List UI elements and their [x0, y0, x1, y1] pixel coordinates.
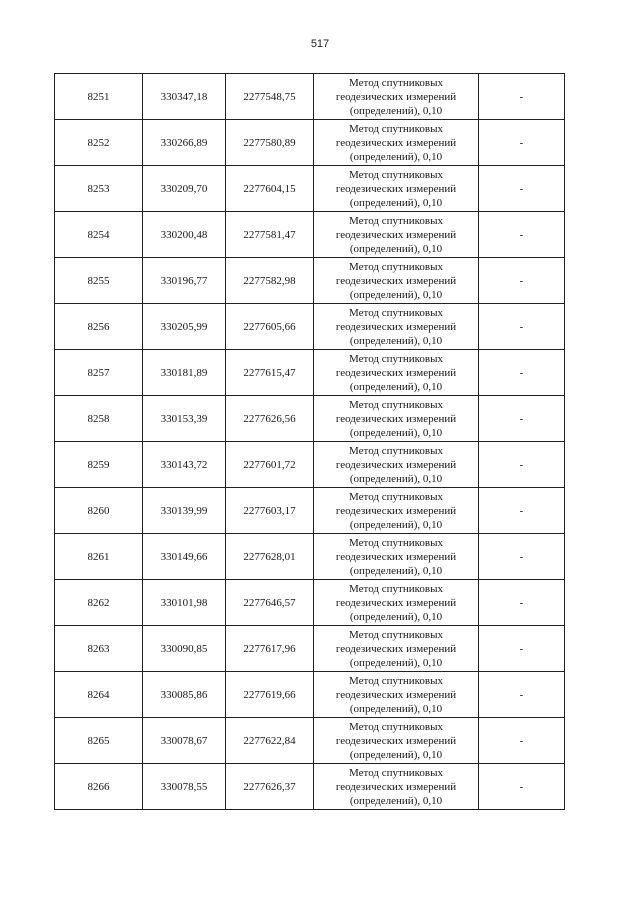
x-coordinate-cell: 330153,39 [143, 396, 226, 442]
method-line: Метод спутниковых [349, 352, 443, 365]
y-coordinate-cell: 2277581,47 [226, 212, 314, 258]
method-line: Метод спутниковых [349, 168, 443, 181]
note-cell: - [479, 580, 565, 626]
x-coordinate-cell: 330209,70 [143, 166, 226, 212]
table-row [55, 396, 565, 442]
method-cell [314, 672, 479, 718]
method-cell [314, 166, 479, 212]
method-line: (определений), 0,10 [349, 610, 443, 623]
method-line: (определений), 0,10 [349, 334, 443, 347]
x-coordinate-cell: 330078,55 [143, 764, 226, 810]
method-line: геодезических измерений [335, 136, 457, 149]
method-cell [314, 350, 479, 396]
table-row [55, 166, 565, 212]
y-coordinate-cell: 2277548,75 [226, 74, 314, 120]
y-coordinate-cell: 2277580,89 [226, 120, 314, 166]
x-coordinate-cell: 330205,99 [143, 304, 226, 350]
page-number: 517 [310, 38, 330, 50]
point-number-cell: 8258 [55, 396, 143, 442]
method-line: (определений), 0,10 [349, 656, 443, 669]
method-line: Метод спутниковых [349, 720, 443, 733]
x-coordinate-cell: 330266,89 [143, 120, 226, 166]
note-cell: - [479, 534, 565, 580]
point-number-cell: 8251 [55, 74, 143, 120]
y-coordinate-cell: 2277603,17 [226, 488, 314, 534]
note-cell: - [479, 258, 565, 304]
table-row [55, 626, 565, 672]
x-coordinate-cell: 330200,48 [143, 212, 226, 258]
method-line: (определений), 0,10 [349, 288, 443, 301]
method-line: Метод спутниковых [349, 582, 443, 595]
method-line: (определений), 0,10 [349, 380, 443, 393]
method-line: (определений), 0,10 [349, 104, 443, 117]
coordinates-table [54, 73, 565, 810]
method-cell [314, 74, 479, 120]
x-coordinate-cell: 330085,86 [143, 672, 226, 718]
y-coordinate-cell: 2277615,47 [226, 350, 314, 396]
x-coordinate-cell: 330139,99 [143, 488, 226, 534]
method-cell [314, 304, 479, 350]
y-coordinate-cell: 2277628,01 [226, 534, 314, 580]
method-cell [314, 212, 479, 258]
method-line: (определений), 0,10 [349, 426, 443, 439]
y-coordinate-cell: 2277626,56 [226, 396, 314, 442]
x-coordinate-cell: 330196,77 [143, 258, 226, 304]
point-number-cell: 8256 [55, 304, 143, 350]
method-line: Метод спутниковых [349, 674, 443, 687]
method-line: Метод спутниковых [349, 76, 443, 89]
method-line: геодезических измерений [335, 780, 457, 793]
method-line: геодезических измерений [335, 228, 457, 241]
x-coordinate-cell: 330101,98 [143, 580, 226, 626]
point-number-cell: 8252 [55, 120, 143, 166]
x-coordinate-cell: 330143,72 [143, 442, 226, 488]
method-cell [314, 580, 479, 626]
method-line: (определений), 0,10 [349, 748, 443, 761]
method-line: (определений), 0,10 [349, 702, 443, 715]
table-row [55, 74, 565, 120]
method-line: геодезических измерений [335, 596, 457, 609]
note-cell: - [479, 120, 565, 166]
method-line: геодезических измерений [335, 412, 457, 425]
table-row [55, 764, 565, 810]
y-coordinate-cell: 2277605,66 [226, 304, 314, 350]
table-row [55, 258, 565, 304]
y-coordinate-cell: 2277622,84 [226, 718, 314, 764]
x-coordinate-cell: 330149,66 [143, 534, 226, 580]
table-row [55, 580, 565, 626]
note-cell: - [479, 304, 565, 350]
x-coordinate-cell: 330090,85 [143, 626, 226, 672]
method-cell [314, 442, 479, 488]
note-cell: - [479, 672, 565, 718]
method-line: геодезических измерений [335, 458, 457, 471]
table-row [55, 488, 565, 534]
method-line: (определений), 0,10 [349, 150, 443, 163]
note-cell: - [479, 396, 565, 442]
point-number-cell: 8255 [55, 258, 143, 304]
method-line: Метод спутниковых [349, 214, 443, 227]
point-number-cell: 8253 [55, 166, 143, 212]
point-number-cell: 8260 [55, 488, 143, 534]
method-line: геодезических измерений [335, 734, 457, 747]
note-cell: - [479, 166, 565, 212]
table-row [55, 120, 565, 166]
note-cell: - [479, 488, 565, 534]
y-coordinate-cell: 2277619,66 [226, 672, 314, 718]
note-cell: - [479, 350, 565, 396]
x-coordinate-cell: 330181,89 [143, 350, 226, 396]
point-number-cell: 8257 [55, 350, 143, 396]
note-cell: - [479, 74, 565, 120]
y-coordinate-cell: 2277646,57 [226, 580, 314, 626]
method-line: геодезических измерений [335, 274, 457, 287]
note-cell: - [479, 442, 565, 488]
method-cell [314, 120, 479, 166]
method-line: (определений), 0,10 [349, 196, 443, 209]
method-line: Метод спутниковых [349, 122, 443, 135]
method-line: (определений), 0,10 [349, 564, 443, 577]
method-cell [314, 718, 479, 764]
table-row [55, 534, 565, 580]
note-cell: - [479, 212, 565, 258]
table-row [55, 304, 565, 350]
note-cell: - [479, 626, 565, 672]
point-number-cell: 8264 [55, 672, 143, 718]
method-line: геодезических измерений [335, 550, 457, 563]
method-cell [314, 258, 479, 304]
method-line: (определений), 0,10 [349, 242, 443, 255]
method-line: Метод спутниковых [349, 490, 443, 503]
method-cell [314, 626, 479, 672]
method-line: Метод спутниковых [349, 536, 443, 549]
y-coordinate-cell: 2277626,37 [226, 764, 314, 810]
note-cell: - [479, 718, 565, 764]
table-row [55, 350, 565, 396]
x-coordinate-cell: 330078,67 [143, 718, 226, 764]
table-body [55, 74, 565, 810]
method-line: геодезических измерений [335, 182, 457, 195]
point-number-cell: 8259 [55, 442, 143, 488]
method-line: геодезических измерений [335, 366, 457, 379]
method-line: Метод спутниковых [349, 398, 443, 411]
method-cell [314, 396, 479, 442]
point-number-cell: 8254 [55, 212, 143, 258]
method-cell [314, 534, 479, 580]
point-number-cell: 8261 [55, 534, 143, 580]
method-line: геодезических измерений [335, 688, 457, 701]
method-line: (определений), 0,10 [349, 472, 443, 485]
point-number-cell: 8266 [55, 764, 143, 810]
method-line: геодезических измерений [335, 504, 457, 517]
y-coordinate-cell: 2277604,15 [226, 166, 314, 212]
method-line: Метод спутниковых [349, 766, 443, 779]
method-cell [314, 764, 479, 810]
table-row [55, 212, 565, 258]
method-line: геодезических измерений [335, 642, 457, 655]
point-number-cell: 8263 [55, 626, 143, 672]
method-line: геодезических измерений [335, 90, 457, 103]
point-number-cell: 8265 [55, 718, 143, 764]
note-cell: - [479, 764, 565, 810]
x-coordinate-cell: 330347,18 [143, 74, 226, 120]
method-line: геодезических измерений [335, 320, 457, 333]
method-line: Метод спутниковых [349, 628, 443, 641]
method-line: Метод спутниковых [349, 306, 443, 319]
method-line: (определений), 0,10 [349, 794, 443, 807]
y-coordinate-cell: 2277601,72 [226, 442, 314, 488]
table-row [55, 442, 565, 488]
method-line: Метод спутниковых [349, 444, 443, 457]
y-coordinate-cell: 2277617,96 [226, 626, 314, 672]
method-line: (определений), 0,10 [349, 518, 443, 531]
y-coordinate-cell: 2277582,98 [226, 258, 314, 304]
method-line: Метод спутниковых [349, 260, 443, 273]
point-number-cell: 8262 [55, 580, 143, 626]
table-row [55, 718, 565, 764]
method-cell [314, 488, 479, 534]
table-row [55, 672, 565, 718]
